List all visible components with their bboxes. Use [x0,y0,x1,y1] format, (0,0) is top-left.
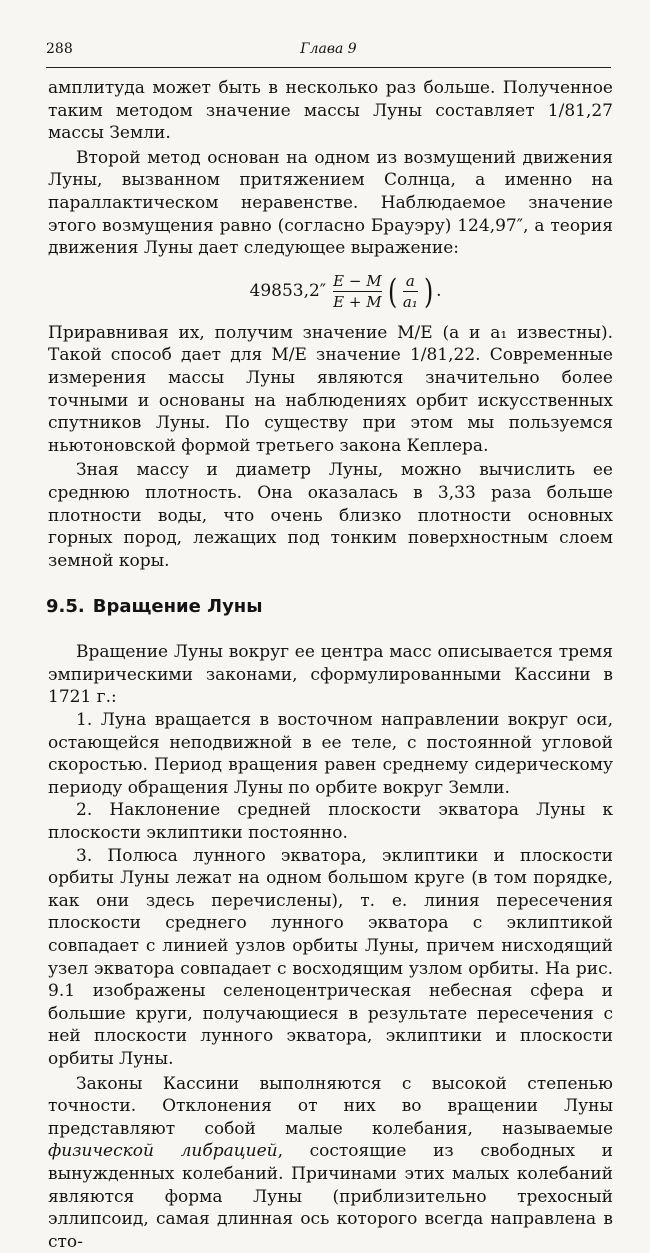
open-paren: ( [387,271,397,312]
ratio-bar [403,291,418,292]
physical-libration-term: физической либрацией [48,1141,278,1162]
paragraph-4: Зная массу и диаметр Луны, можно вычислить ее среднюю плотность. Она оказалась в 3,33 раза больше плотности воды, что очень близко плотности основных горных пород, лежащих под тонким поверхностным слоем земной коры. [48,460,613,571]
formula-numerator: E − M [333,272,382,291]
formula-mass-fraction [333,272,381,311]
running-head [46,41,611,61]
fraction-bar [333,291,381,292]
paragraph-3: Приравнивая их, получим значение M/E (a и a₁ известны). Такой способ дает для M/E значение 1/81,22. Современные измерения массы Луны являются значительно более точными и основаны на наблюдениях орбит искусственных спутников Луны. По существу при этом мы пользуемся ньютоновской формой третьего закона Кеплера. [48,322,613,456]
law-3: 3. Полюса лунного экватора, эклиптики и плоскости орбиты Луны лежат на одном большом круге (в том порядке, как они здесь перечислены), т. е. линия пересечения плоскости среднего лунного экватора с эклиптикой совпадает с линией узлов орбиты Луны, причем нисходящий узел экватора совпадает с восходящим узлом орбиты. На рис. 9.1 изображены селеноцентрическая небесная сфера и большие круги, получающиеся в результате пересечения с ней плоскости лунного экватора, эклиптики и плоскости орбиты Луны. [48,845,613,1069]
p9-after: , состоящие из свободных и вынужденных колебаний. Причинами этих малых колебаний являются форма Луны (приблизительно трехосный эллипсоид, самая длинная ось которого всегда направлена в сто- [48,1141,613,1252]
formula-denominator: E + M [333,293,382,312]
close-paren: ) [423,271,434,312]
paragraph-1: амплитуда может быть в несколько раз больше. Полученное таким методом значение массы Луны составляет 1/81,27 массы Земли. [48,78,613,144]
body-text [48,77,613,1253]
formula-terminator: . [436,281,442,302]
law-1: 1. Луна вращается в восточном направлении вокруг оси, остающейся неподвижной в ее теле, с постоянной угловой скоростью. Период вращения равен среднему сидерическому периоду обращения Луны по орбите вокруг Земли. [48,710,613,798]
p9-before: Законы Кассини выполняются с высокой степенью точности. Отклонения от них во вращении Луны представляют собой малые колебания, называемые [48,1073,613,1139]
header-rule [46,67,611,68]
paragraph-2: Второй метод основан на одном из возмущений движения Луны, вызванном притяжением Солнца, а именно на параллактическом неравенстве. Наблюдаемое значение этого возмущения равно (согласно Брауэру) 124,97″, а теория движения Луны дает следующее выражение: [48,147,613,259]
formula-parallactic-inequality [48,262,613,322]
page-number: 288 [46,41,73,57]
ratio-denominator: a₁ [402,293,418,312]
section-number: 9.5. [46,596,85,618]
ratio-numerator: a [405,272,415,291]
formula-coefficient: 49853,2″ [249,281,327,302]
law-2: 2. Наклонение средней плоскости экватора Луны к плоскости эклиптики постоянно. [48,800,613,844]
formula-distance-ratio [403,272,418,311]
section-title: Вращение Луны [92,596,263,618]
chapter-title: Глава 9 [300,41,357,57]
paragraph-5: Вращение Луны вокруг ее центра масс описывается тремя эмпирическими законами, сформулированными Кассини в 1721 г.: [48,642,613,708]
section-heading [46,594,613,620]
paragraph-9 [48,1073,613,1253]
